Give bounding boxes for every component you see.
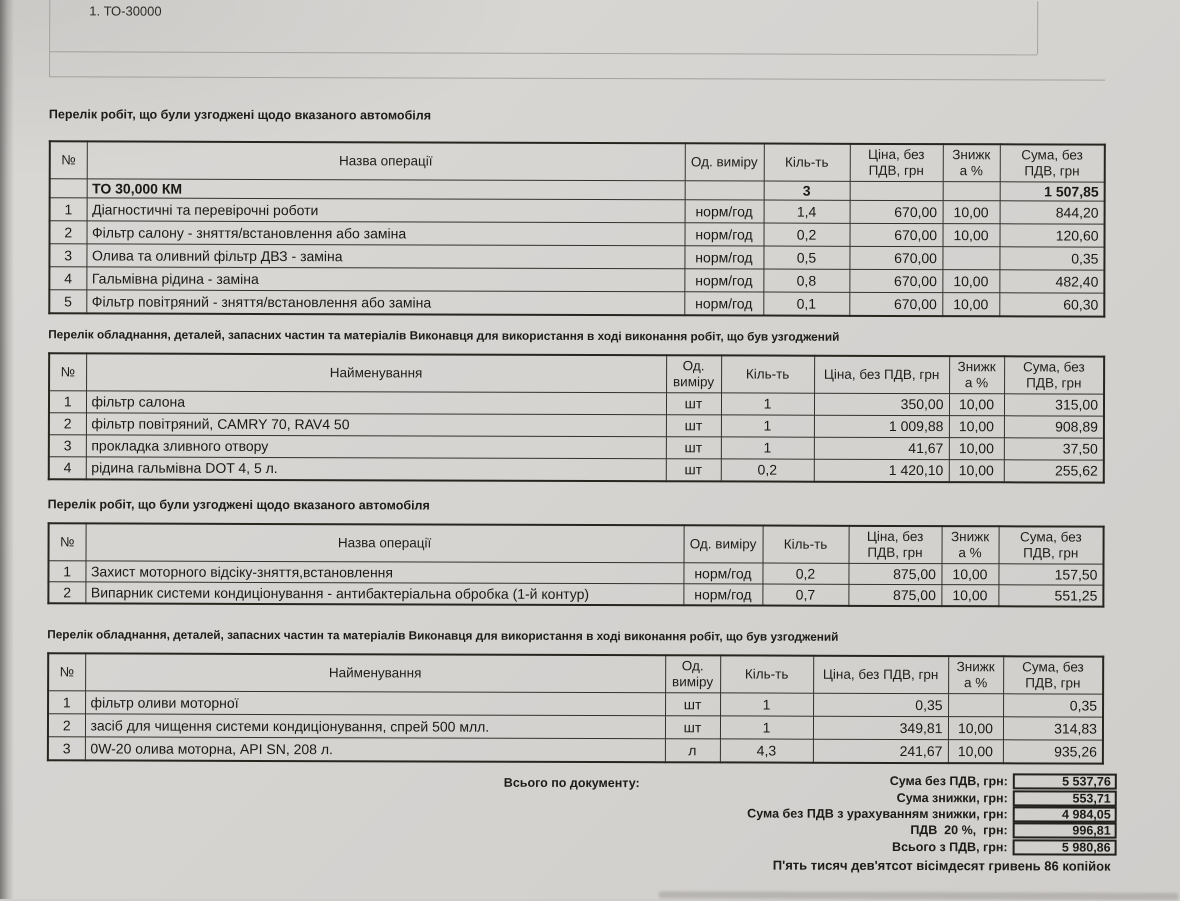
cell-price: 670,00 xyxy=(849,269,942,292)
cell-qty: 1 xyxy=(720,716,813,739)
cell-no: 3 xyxy=(49,435,86,457)
cell-price: 349,81 xyxy=(813,716,948,739)
cell-price xyxy=(850,181,943,200)
cell-item: фільтр оливи моторної xyxy=(85,691,665,716)
table-row xyxy=(49,267,1104,293)
cell-item: рідина гальмівна DOT 4, 5 л. xyxy=(86,457,666,481)
table-row xyxy=(49,290,1104,317)
col-header-operation: Назва операції xyxy=(86,523,684,562)
table-row xyxy=(50,198,1105,224)
col-header-qty: Кіль-ть xyxy=(764,144,850,182)
table-header-row xyxy=(49,523,1104,564)
cell-no: 2 xyxy=(48,582,85,604)
total-value-box: 553,71 xyxy=(1013,790,1117,806)
cell-price: 350,00 xyxy=(814,393,949,415)
col-header-no: № xyxy=(49,353,86,391)
cell-group-name: ТО 30,000 КМ xyxy=(87,179,685,200)
cell-qty: 1 xyxy=(720,693,813,716)
cell-price: 875,00 xyxy=(848,563,941,584)
col-header-unit: Од. виміру xyxy=(685,143,764,181)
col-header-price: Ціна, без ПДВ, грн xyxy=(814,356,949,394)
cell-price: 670,00 xyxy=(849,292,942,316)
cell-unit: норм/год xyxy=(684,292,763,316)
col-header-item: Найменування xyxy=(85,653,665,692)
cell-no: 1 xyxy=(49,391,86,413)
table-row xyxy=(48,582,1103,607)
cell-no: 5 xyxy=(49,290,86,314)
totals-row xyxy=(539,788,1117,806)
faint-table-line xyxy=(49,0,50,76)
cell-discount: 10,00 xyxy=(948,740,1003,764)
cell-qty: 0,2 xyxy=(762,563,848,584)
total-value-box: 5 537,76 xyxy=(1013,774,1117,790)
col-header-unit: Од. виміру xyxy=(684,525,763,563)
total-label: Сума без ПДВ з урахуванням знижки, грн: xyxy=(747,806,1008,822)
col-header-unit: Од. виміру xyxy=(665,655,720,693)
cell-discount: 10,00 xyxy=(941,564,998,585)
cell-discount: 10,00 xyxy=(943,201,1000,224)
col-header-sum: Сума, без ПДВ, грн xyxy=(999,526,1104,564)
cell-price: 0,35 xyxy=(813,693,948,716)
cell-sum: 551,25 xyxy=(998,585,1103,607)
cell-qty: 4,3 xyxy=(720,739,813,763)
col-header-discount: Знижк а % xyxy=(949,356,1004,394)
table-row xyxy=(49,413,1104,438)
cell-qty: 1 xyxy=(721,393,814,415)
totals-row xyxy=(539,837,1117,855)
faint-table-line xyxy=(49,51,1037,55)
cell-unit: л xyxy=(665,739,720,763)
cell-no: 2 xyxy=(48,714,85,737)
col-header-price: Ціна, без ПДВ, грн xyxy=(850,144,943,182)
cell-sum: 908,89 xyxy=(1004,416,1104,438)
total-value-box: 5 980,86 xyxy=(1013,839,1117,855)
cell-item: прокладка зливного отвору xyxy=(86,435,666,459)
col-header-price: Ціна, без ПДВ, грн xyxy=(849,526,942,564)
cell-discount: 10,00 xyxy=(942,270,999,293)
cell-discount: 10,00 xyxy=(942,224,999,247)
cell-qty: 1 xyxy=(721,415,814,437)
cell-sum: 315,00 xyxy=(1004,394,1104,416)
table-row xyxy=(50,221,1105,247)
cell-qty: 0,7 xyxy=(762,584,848,606)
top-note: 1. ТО-30000 xyxy=(89,3,162,19)
cell-price: 670,00 xyxy=(849,223,942,246)
cell-no: 3 xyxy=(48,737,85,761)
parts-table-2 xyxy=(47,652,1104,764)
table-header-row xyxy=(50,141,1105,182)
parts-table-1 xyxy=(48,352,1105,483)
cell-discount: 10,00 xyxy=(941,585,998,607)
cell-discount: 10,00 xyxy=(949,416,1004,438)
col-header-sum: Сума, без ПДВ, грн xyxy=(1004,356,1104,394)
cell-price: 670,00 xyxy=(849,246,942,269)
cell-unit: шт xyxy=(666,393,721,415)
cell-operation: Олива та оливний фільтр ДВЗ - заміна xyxy=(86,244,684,269)
totals-row xyxy=(539,772,1117,790)
parts-section-heading-2: Перелік обладнання, деталей, запасних частин та матеріалів Виконавця для використання в ході виконання робіт, що був узгоджений xyxy=(47,627,839,644)
cell-qty: 0,8 xyxy=(763,269,849,292)
col-header-qty: Кіль-ть xyxy=(720,655,813,693)
works-section-heading-2: Перелік робіт, що були узгоджені щодо вказаного автомобіля xyxy=(47,497,430,513)
cell-discount xyxy=(942,247,999,270)
table-header-row xyxy=(49,353,1104,394)
cell-qty: 0,5 xyxy=(763,246,849,269)
col-header-unit: Од. виміру xyxy=(666,355,721,393)
cell-qty: 1 xyxy=(721,437,814,459)
total-label: Всього з ПДВ, грн: xyxy=(892,839,1008,855)
cell-no: 4 xyxy=(49,457,86,480)
works-table-2 xyxy=(47,522,1104,607)
col-header-item: Найменування xyxy=(86,353,666,392)
col-header-price: Ціна, без ПДВ, грн xyxy=(813,656,948,694)
cell-unit: шт xyxy=(665,716,720,739)
cell-discount: 10,00 xyxy=(949,460,1004,483)
cell-operation: Фільтр салону - зняття/встановлення або заміна xyxy=(87,221,685,246)
table-row xyxy=(48,737,1103,764)
cell-sum: 935,26 xyxy=(1003,740,1103,764)
total-value-box: 4 984,05 xyxy=(1013,806,1117,822)
total-value-box: 996,81 xyxy=(1013,823,1117,839)
cell-discount: 10,00 xyxy=(948,717,1003,740)
table-row xyxy=(49,435,1104,460)
cell-unit xyxy=(685,181,764,200)
cell-no: 4 xyxy=(49,267,86,290)
cell-price: 241,67 xyxy=(813,739,948,763)
cell-item: фільтр салона xyxy=(86,391,666,415)
col-header-discount: Знижк а % xyxy=(948,656,1003,694)
works-table-1 xyxy=(48,140,1106,317)
cell-operation: Випарник системи кондиціонування - антибактеріальна обробка (1-й контур) xyxy=(85,582,683,605)
cell-qty: 0,2 xyxy=(763,223,849,246)
cell-no: 3 xyxy=(49,244,86,267)
cell-sum: 314,83 xyxy=(1003,717,1103,740)
col-header-operation: Назва операції xyxy=(87,141,685,180)
cell-item: 0W-20 олива моторна, API SN, 208 л. xyxy=(85,737,665,762)
cell-discount xyxy=(948,694,1003,717)
cell-unit: норм/год xyxy=(685,200,764,223)
totals-block xyxy=(539,772,1117,856)
cell-price: 41,67 xyxy=(814,437,949,459)
cell-operation: Захист моторного відсіку-зняття,встановлення xyxy=(85,561,683,584)
cell-no: 1 xyxy=(50,198,87,221)
cell-operation: Фільтр повітряний - зняття/встановлення або заміна xyxy=(86,290,684,315)
cell-qty: 0,1 xyxy=(763,292,849,316)
cell-discount: 10,00 xyxy=(942,293,999,317)
col-header-discount: Знижк а % xyxy=(942,526,999,564)
cell-sum: 37,50 xyxy=(1004,438,1104,460)
cell-price: 1 420,10 xyxy=(814,459,949,482)
faint-table-line xyxy=(1037,1,1038,54)
cell-no: 2 xyxy=(49,413,86,435)
cell-unit: норм/год xyxy=(684,269,763,292)
total-label: ПДВ 20 %, грн: xyxy=(910,823,1008,838)
cell-sum: 844,20 xyxy=(1000,201,1105,224)
cell-discount: 10,00 xyxy=(949,394,1004,416)
cell-sum: 0,35 xyxy=(1003,694,1103,717)
table-row xyxy=(48,561,1103,585)
cell-unit: шт xyxy=(665,693,720,716)
totals-title: Всього по документу: xyxy=(503,775,640,791)
cell-unit: норм/год xyxy=(683,584,762,606)
col-header-no: № xyxy=(49,523,86,561)
cell-discount xyxy=(943,182,1000,201)
col-header-discount: Знижк а % xyxy=(943,144,1000,182)
cell-price: 670,00 xyxy=(850,200,943,223)
cell-price: 875,00 xyxy=(848,584,941,606)
amount-in-words: П'ять тисяч дев'ятсот вісімдесят гривень 86 копійок xyxy=(772,857,1111,874)
table-row xyxy=(48,714,1103,740)
total-label: Сума без ПДВ, грн: xyxy=(889,774,1008,789)
cell-sum: 482,40 xyxy=(999,270,1104,293)
col-header-qty: Кіль-ть xyxy=(721,355,814,393)
col-header-qty: Кіль-ть xyxy=(763,526,849,564)
cell-unit: норм/год xyxy=(684,223,763,246)
works-section-heading-1: Перелік робіт, що були узгоджені щодо вказаного автомобіля xyxy=(48,107,432,123)
parts-section-heading-1: Перелік обладнання, деталей, запасних частин та матеріалів Виконавця для використання в ході виконання робіт, що був узгоджений xyxy=(48,327,840,344)
table-row xyxy=(49,244,1104,270)
cell-sum: 255,62 xyxy=(1004,460,1104,483)
cell-unit: норм/год xyxy=(683,563,762,584)
cell-no: 1 xyxy=(48,691,85,714)
table-row xyxy=(48,691,1103,717)
cell-operation: Гальмівна рідина - заміна xyxy=(86,267,684,292)
cell-sum: 157,50 xyxy=(998,564,1103,585)
cell-discount: 10,00 xyxy=(949,438,1004,460)
table-header-row xyxy=(48,653,1103,694)
col-header-sum: Сума, без ПДВ, грн xyxy=(1003,656,1103,694)
cell-unit: шт xyxy=(666,437,721,459)
totals-row xyxy=(539,821,1117,839)
cell-item: засіб для чищення системи кондиціонування, спрей 500 млл. xyxy=(85,714,665,739)
col-header-no: № xyxy=(50,141,87,179)
table-row xyxy=(49,457,1104,483)
cell-qty: 1,4 xyxy=(764,200,850,223)
cell-qty: 0,2 xyxy=(721,459,814,482)
cell-no xyxy=(50,179,87,198)
cell-qty: 3 xyxy=(764,181,850,200)
cell-unit: шт xyxy=(666,415,721,437)
faint-table-line xyxy=(49,76,1105,80)
cell-sum: 0,35 xyxy=(999,247,1104,270)
cell-unit: норм/год xyxy=(684,246,763,269)
cell-sum: 1 507,85 xyxy=(1000,182,1105,201)
col-header-sum: Сума, без ПДВ, грн xyxy=(1000,144,1105,182)
totals-row xyxy=(539,805,1117,823)
cell-no: 2 xyxy=(50,221,87,244)
cell-no: 1 xyxy=(48,561,85,582)
total-label: Сума знижки, грн: xyxy=(896,790,1008,805)
cell-sum: 60,30 xyxy=(999,293,1104,317)
cell-price: 1 009,88 xyxy=(814,415,949,437)
cell-unit: шт xyxy=(666,459,721,482)
col-header-no: № xyxy=(48,653,85,691)
cell-operation: Діагностичні та перевірочні роботи xyxy=(87,198,685,223)
cell-item: фільтр повітряний, CAMRY 70, RAV4 50 xyxy=(86,413,666,437)
cell-sum: 120,60 xyxy=(999,224,1104,247)
